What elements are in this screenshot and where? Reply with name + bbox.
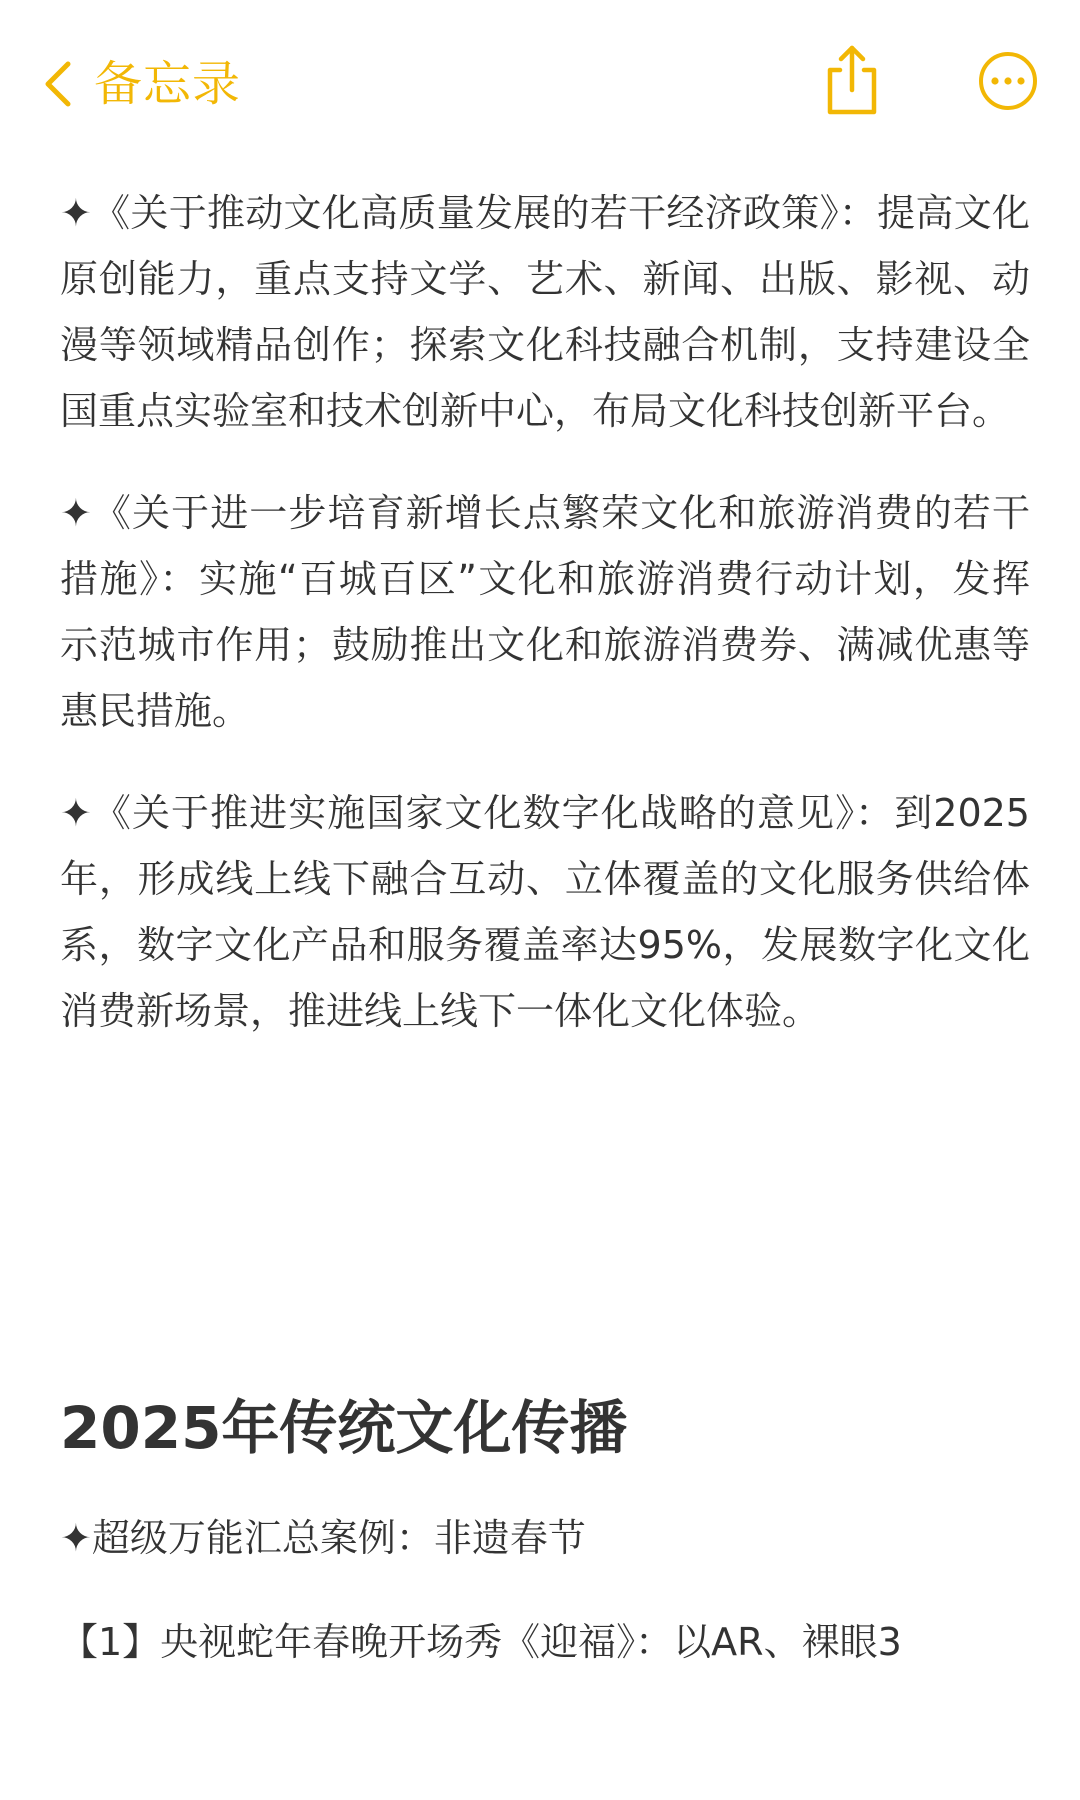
note-paragraph: ✦《关于推动文化高质量发展的若干经济政策》：提高文化原创能力，重点支持文学、艺术、新闻、出版、影视、动漫等领域精品创作；探索文化科技融合机制，支持建设全国重点实验室和技术创新中心，布局文化科技创新平台。: [60, 191, 1030, 433]
note-body[interactable]: [60, 180, 1030, 1044]
case-item: 【1】央视蛇年春晚开场秀《迎福》：以AR、裸眼3: [60, 1620, 902, 1664]
more-icon: [978, 51, 1038, 111]
back-button-label: 备忘录: [94, 56, 242, 112]
note-paragraph: ✦《关于推进实施国家文化数字化战略的意见》：到2025年，形成线上线下融合互动、立体覆盖的文化服务供给体系，数字文化产品和服务覆盖率达95%，发展数字化文化消费新场景，推进线上线下一体化文化体验。: [60, 791, 1030, 1033]
chevron-left-icon: [44, 60, 72, 108]
share-button[interactable]: [822, 42, 882, 116]
note-paragraph: ✦《关于进一步培育新增长点繁荣文化和旅游消费的若干措施》：实施“百城百区”文化和旅游消费行动计划，发挥示范城市作用；鼓励推出文化和旅游消费券、满减优惠等惠民措施。: [60, 491, 1030, 733]
back-button[interactable]: [44, 50, 241, 118]
share-icon: [822, 42, 882, 116]
navigation-bar: [0, 0, 1080, 160]
section-heading: 2025年传统文化传播: [60, 1394, 628, 1462]
more-button[interactable]: [978, 51, 1038, 111]
section-subheading: ✦超级万能汇总案例：非遗春节: [60, 1516, 586, 1560]
